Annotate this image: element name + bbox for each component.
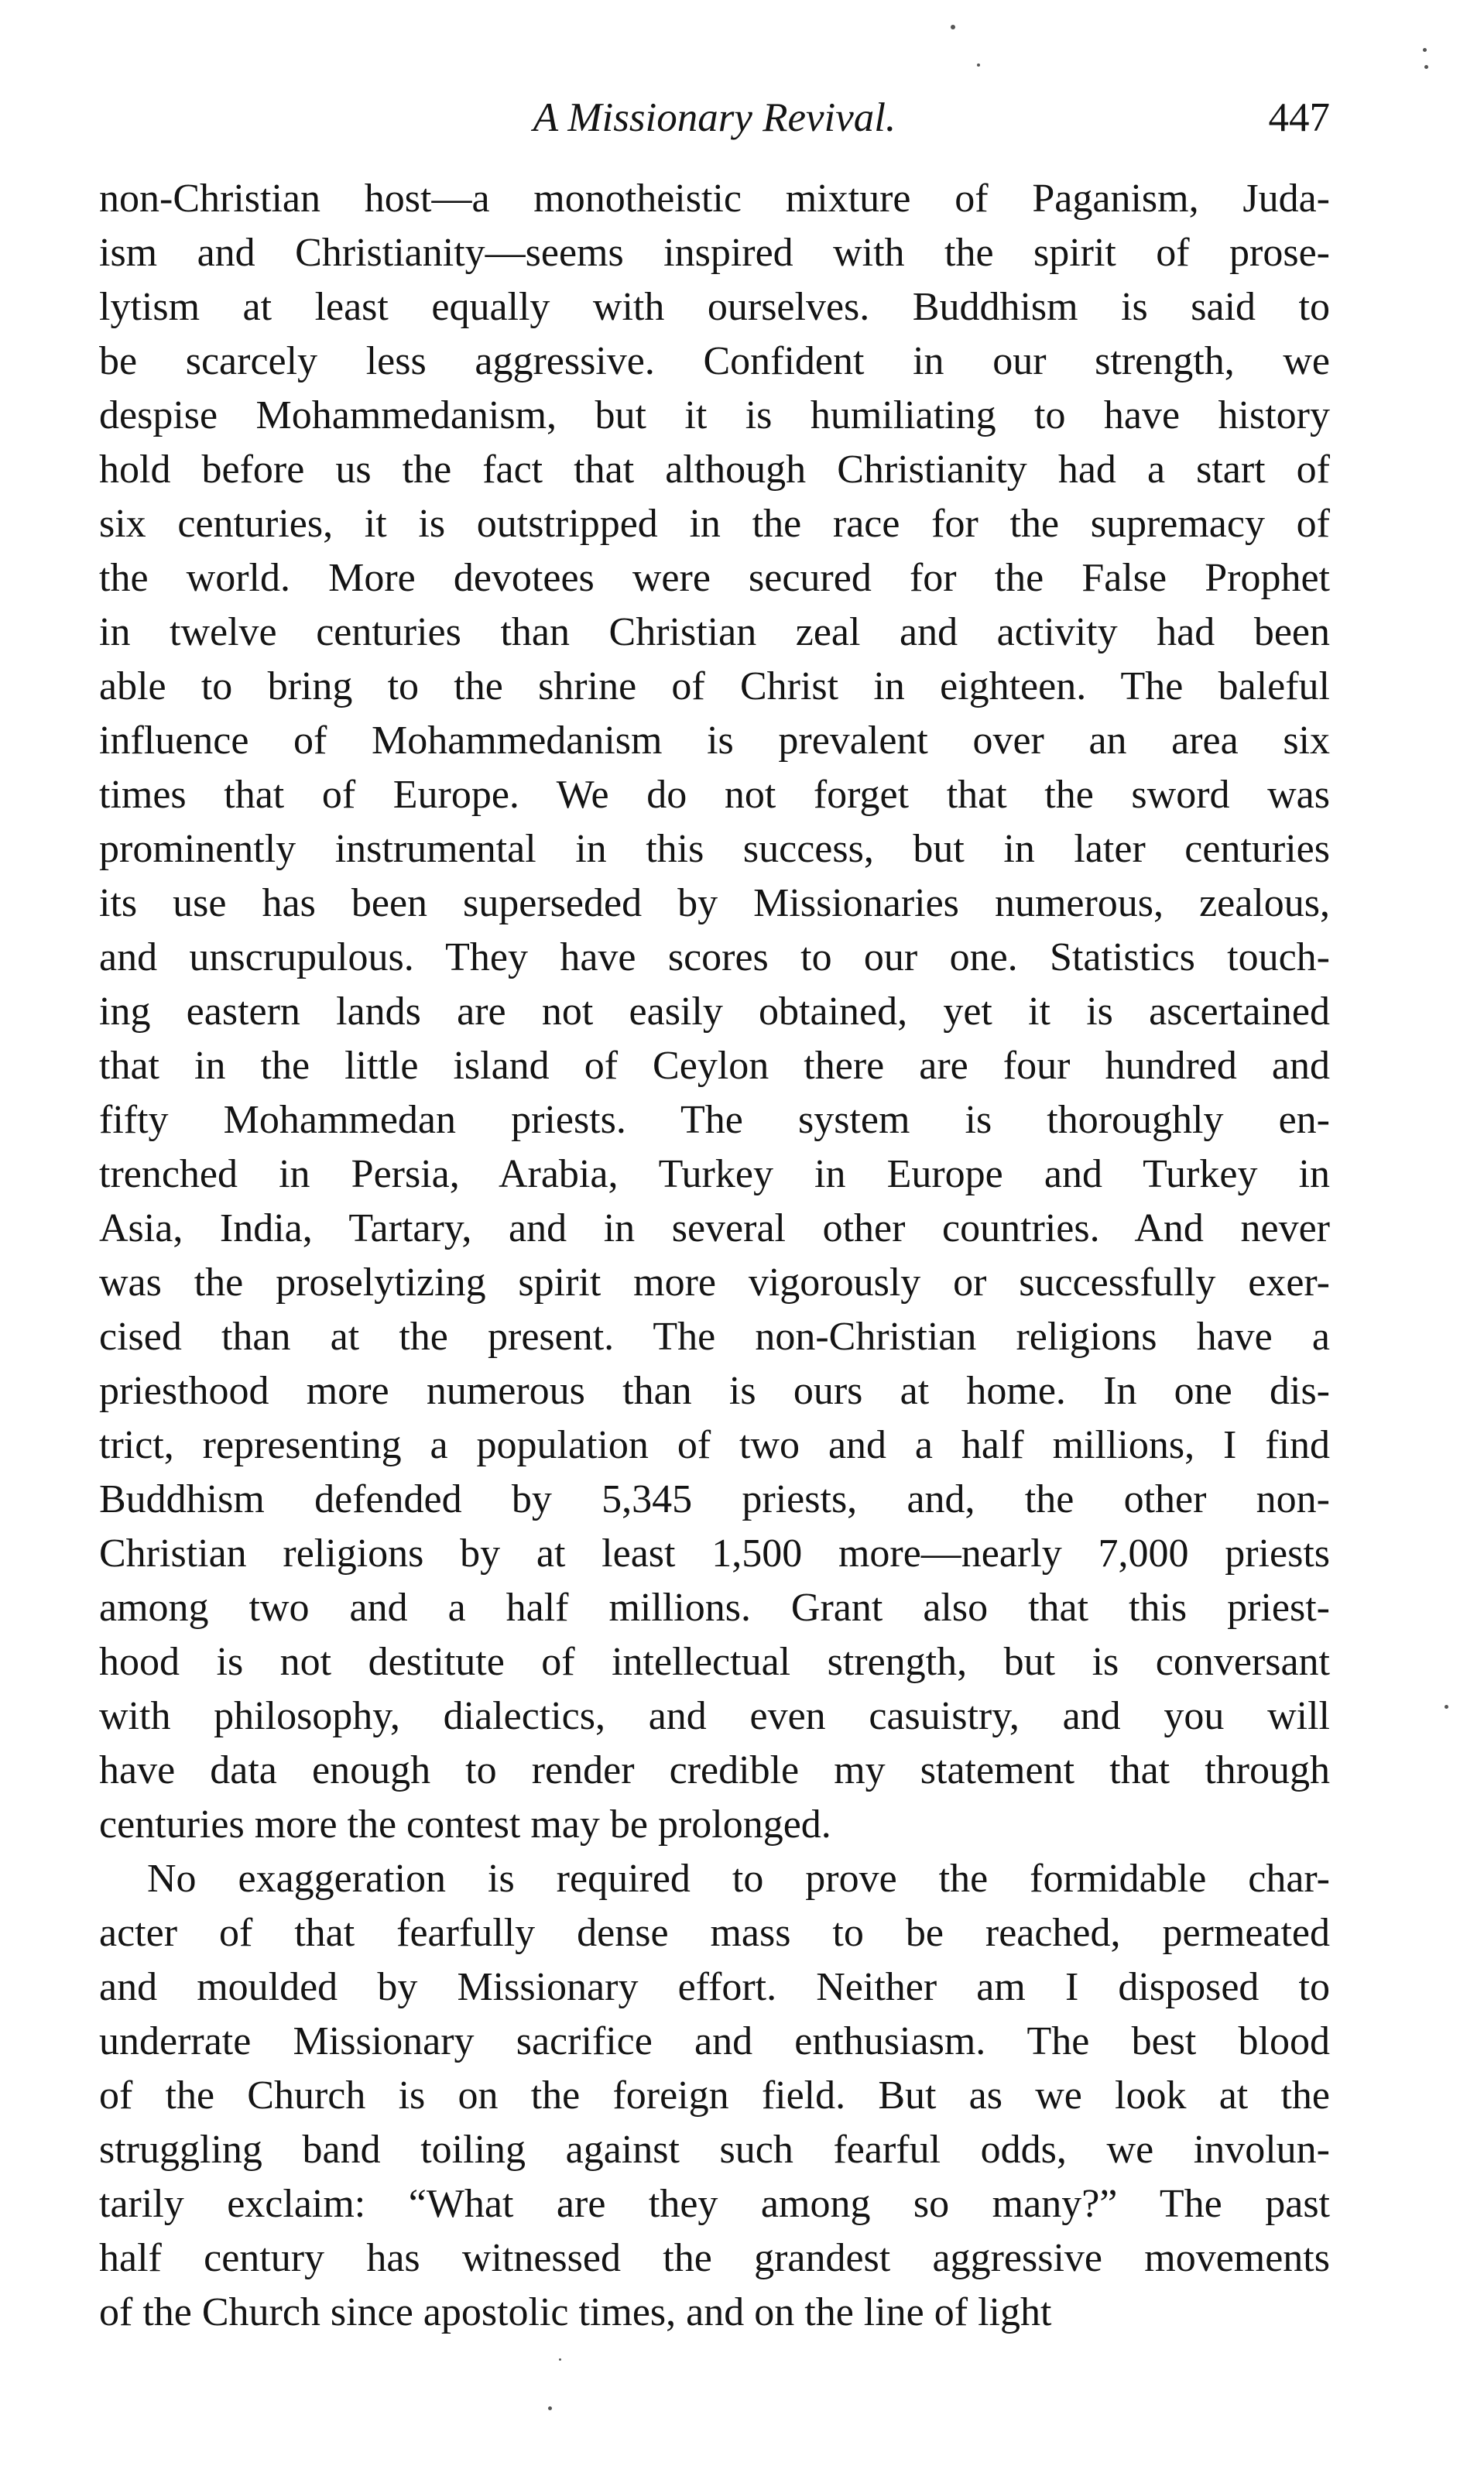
text-line: tarily exclaim: “What are they among so many?” The past: [99, 2182, 1330, 2226]
text-line: and unscrupulous. They have scores to our one. Statistics touch-: [99, 935, 1330, 979]
running-head: [99, 87, 1330, 149]
text-line: its use has been superseded by Missionaries numerous, zealous,: [99, 881, 1330, 925]
text-line: trict, representing a population of two and a half millions, I find: [99, 1423, 1330, 1467]
text-line: Christian religions by at least 1,500 more—nearly 7,000 priests: [99, 1531, 1330, 1576]
paragraph: [99, 172, 1330, 1852]
body-text: [99, 172, 1330, 2340]
text-line: prominently instrumental in this success, but in later centuries: [99, 827, 1330, 871]
scan-speck: [559, 2358, 561, 2361]
text-line: among two and a half millions. Grant also that this priest-: [99, 1586, 1330, 1630]
text-line: Buddhism defended by 5,345 priests, and, the other non-: [99, 1477, 1330, 1521]
text-line: influence of Mohammedanism is prevalent over an area six: [99, 719, 1330, 763]
text-line: hood is not destitute of intellectual strength, but is conversant: [99, 1640, 1330, 1684]
text-line: was the proselytizing spirit more vigorously or successfully exer-: [99, 1260, 1330, 1305]
text-line: struggling band toiling against such fearful odds, we involun-: [99, 2128, 1330, 2172]
scan-speck: [951, 25, 955, 29]
scan-speck: [1424, 65, 1428, 69]
text-line: of the Church since apostolic times, and on the line of light: [99, 2290, 1052, 2334]
text-line: acter of that fearfully dense mass to be reached, permeated: [99, 1911, 1330, 1955]
text-line: ing eastern lands are not easily obtained, yet it is ascertained: [99, 989, 1330, 1034]
text-line: half century has witnessed the grandest aggressive movements: [99, 2236, 1330, 2280]
text-line: have data enough to render credible my statement that through: [99, 1748, 1330, 1792]
text-line: ism and Christianity—seems inspired with the spirit of prose-: [99, 231, 1330, 275]
text-line: fifty Mohammedan priests. The system is thoroughly en-: [99, 1098, 1330, 1142]
text-line: lytism at least equally with ourselves. Buddhism is said to: [99, 285, 1330, 329]
text-line: centuries more the contest may be prolonged.: [99, 1802, 831, 1847]
text-line: that in the little island of Ceylon there are four hundred and: [99, 1044, 1330, 1088]
text-line: trenched in Persia, Arabia, Turkey in Europe and Turkey in: [99, 1152, 1330, 1196]
paragraph: [99, 1852, 1330, 2340]
scan-speck: [1445, 1705, 1448, 1709]
text-line: non-Christian host—a monotheistic mixture of Paganism, Juda-: [99, 177, 1330, 221]
text-line: Asia, India, Tartary, and in several other countries. And never: [99, 1206, 1330, 1250]
text-line: with philosophy, dialectics, and even casuistry, and you will: [99, 1694, 1330, 1738]
text-line: and moulded by Missionary effort. Neither am I disposed to: [99, 1965, 1330, 2009]
text-line: able to bring to the shrine of Christ in eighteen. The baleful: [99, 664, 1330, 708]
page-number: 447: [1268, 95, 1330, 140]
text-line: cised than at the present. The non-Christian religions have a: [99, 1315, 1330, 1359]
text-line: six centuries, it is outstripped in the race for the supremacy of: [99, 502, 1330, 546]
text-line: hold before us the fact that although Christianity had a start of: [99, 448, 1330, 492]
text-line: underrate Missionary sacrifice and enthusiasm. The best blood: [99, 2019, 1330, 2063]
text-line: times that of Europe. We do not forget that the sword was: [99, 773, 1330, 817]
scan-speck: [977, 63, 980, 67]
text-line: of the Church is on the foreign field. But as we look at the: [99, 2073, 1330, 2118]
text-line: priesthood more numerous than is ours at home. In one dis-: [99, 1369, 1330, 1413]
text-line: in twelve centuries than Christian zeal and activity had been: [99, 610, 1330, 654]
text-line: No exaggeration is required to prove the formidable char-: [147, 1857, 1330, 1901]
text-line: be scarcely less aggressive. Confident in our strength, we: [99, 339, 1330, 383]
scan-speck: [1423, 48, 1427, 52]
scan-speck: [548, 2406, 552, 2410]
text-line: despise Mohammedanism, but it is humiliating to have history: [99, 393, 1330, 437]
text-line: the world. More devotees were secured for the False Prophet: [99, 556, 1330, 600]
running-title: A Missionary Revival.: [533, 95, 896, 140]
